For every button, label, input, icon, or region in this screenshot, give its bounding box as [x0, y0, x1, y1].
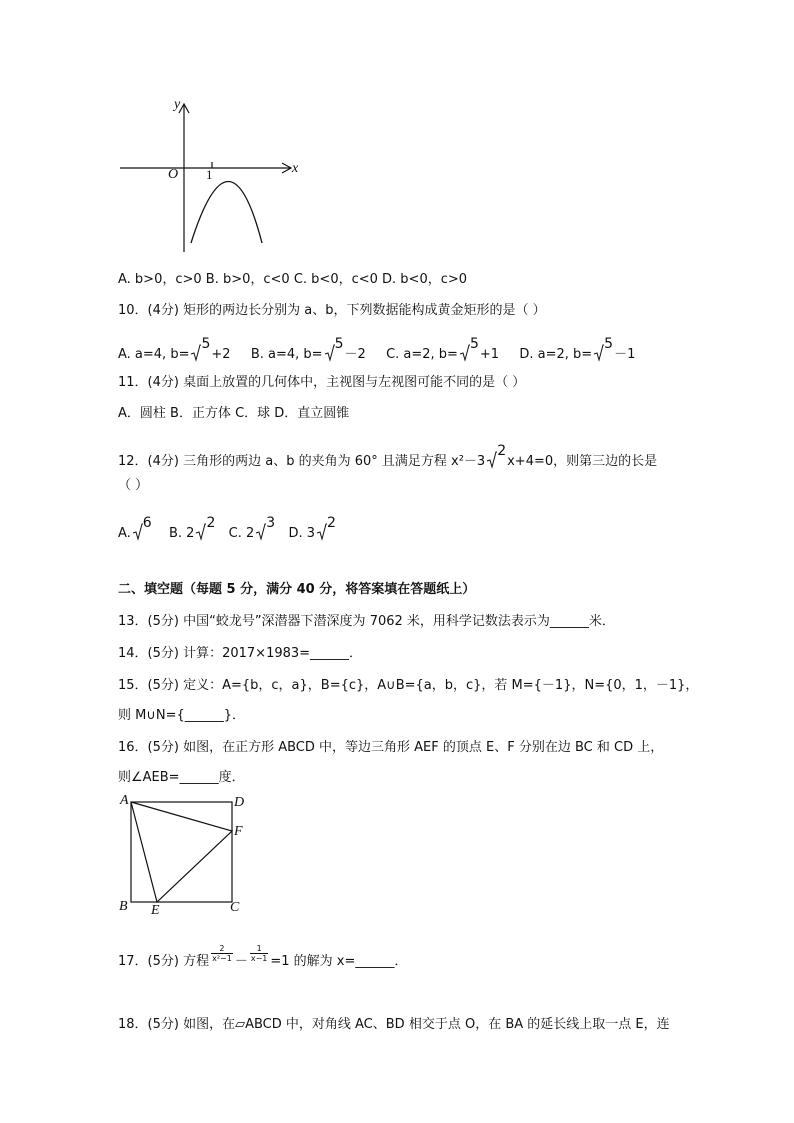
- point-b-label: B: [119, 899, 128, 914]
- fraction-1: $\frac{2}{\text{x²−1}}$: [212, 944, 232, 963]
- q18-text: 18．(5分) 如图，在▱ABCD 中，对角线 AC、BD 相交于点 O，在 BA 的延长线上取一点 E，连: [118, 1017, 670, 1032]
- q14-text: 14．(5分) 计算：2017×1983=______．: [118, 646, 363, 661]
- q10-stem: 10．(4分) 矩形的两边长分别为 a、b，下列数据能构成黄金矩形的是（ ）: [118, 303, 546, 318]
- x-axis-label: x: [292, 161, 299, 176]
- y-axis-label: y: [174, 97, 181, 112]
- q10-opt-a: A. a=4, b=5+2: [118, 336, 231, 362]
- q12-opt-c: C. 23: [228, 515, 276, 541]
- q10-opt-d: D. a=2, b=5－1: [519, 336, 636, 362]
- q15-line1: 15．(5分) 定义：A={b，c，a}，B={c}，A∪B={a，b，c}，若 M={－1}，N={0，1，－1}，: [118, 678, 699, 693]
- q12-stem-line2: （ ）: [118, 478, 149, 493]
- q10-opt-b: B. a=4, b=5－2: [250, 336, 366, 362]
- q12-opt-b: B. 22: [169, 515, 216, 541]
- q11-options: A．圆柱 B．正方体 C．球 D．直立圆锥: [118, 406, 350, 421]
- q15-line2: 则 M∪N={______}．: [118, 708, 246, 723]
- q10-opt-c: C. a=2, b=5+1: [386, 336, 500, 362]
- point-c-label: C: [230, 900, 240, 915]
- point-f-label: F: [234, 824, 243, 839]
- q12-stem: 12．(4分) 三角形的两边 a、b 的夹角为 60° 且满足方程 x²－32x+4=0，则第三边的长是: [118, 443, 658, 469]
- q13-text: 13．(5分) 中国“蛟龙号”深潜器下潜深度为 7062 米，用科学记数法表示为______米．: [118, 614, 615, 629]
- q9-options: A. b>0，c>0 B. b>0，c<0 C. b<0，c<0 D. b<0，c>0: [118, 272, 468, 287]
- q12-opt-d: D. 32: [288, 515, 336, 541]
- origin-label: O: [168, 167, 179, 182]
- fraction-2: $\frac{1}{x-1}$: [250, 944, 268, 963]
- q16-line1: 16．(5分) 如图，在正方形 ABCD 中，等边三角形 AEF 的顶点 E、F 分别在边 BC 和 CD 上，: [118, 740, 664, 755]
- q17-text: 17．(5分) 方程 $\frac{2}{\text{x²−1}}$ － $\frac{1}{x-1}$ =1 的解为 x=______．: [118, 944, 408, 969]
- q16-line2: 则∠AEB=______度．: [118, 770, 245, 785]
- tick-label-1: 1: [206, 167, 213, 182]
- q12-opt-a: A.6: [118, 515, 152, 541]
- q11-stem: 11．(4分) 桌面上放置的几何体中，主视图与左视图可能不同的是（ ）: [118, 375, 526, 390]
- section2-heading: 二、填空题（每题 5 分，满分 40 分，将答案填在答题纸上）: [118, 582, 476, 597]
- point-a-label: A: [120, 793, 129, 808]
- point-d-label: D: [234, 795, 245, 810]
- point-e-label: E: [151, 903, 160, 918]
